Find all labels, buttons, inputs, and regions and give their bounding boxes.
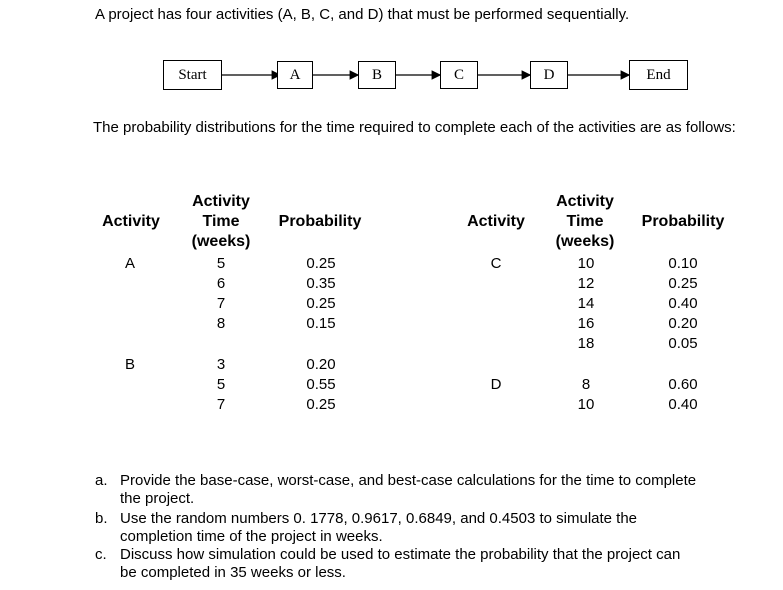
left-header-time-1: Activity — [192, 193, 250, 210]
left-activity-a: A — [124, 255, 135, 272]
table-cell: 0.25 — [306, 396, 336, 413]
right-header-probability: Probability — [641, 213, 725, 230]
distribution-paragraph: The probability distributions for the time required to complete each of the activities are as follows: — [93, 119, 736, 136]
table-cell: 10 — [577, 396, 595, 413]
table-cell: 8 — [216, 315, 226, 332]
table-cell: 0.10 — [668, 255, 698, 272]
question-label: b. — [95, 510, 108, 527]
right-activity-d: D — [490, 376, 502, 393]
table-cell: 10 — [577, 255, 595, 272]
table-cell: 5 — [216, 255, 226, 272]
table-cell: 16 — [577, 315, 595, 332]
table-cell: 0.20 — [306, 356, 336, 373]
table-cell: 7 — [216, 295, 226, 312]
left-header-activity: Activity — [102, 213, 160, 230]
table-cell: 7 — [216, 396, 226, 413]
node-start: Start — [163, 60, 222, 90]
table-cell: 0.60 — [668, 376, 698, 393]
table-cell: 0.40 — [668, 295, 698, 312]
table-cell: 6 — [216, 275, 226, 292]
question-b — [95, 510, 715, 548]
question-text: Discuss how simulation could be used to estimate the probability that the project can be completed in 35 weeks or less. — [120, 546, 681, 581]
table-cell: 0.20 — [668, 315, 698, 332]
left-activity-b: B — [124, 356, 135, 373]
right-activity-c: C — [490, 255, 502, 272]
table-cell: 0.25 — [668, 275, 698, 292]
table-cell: 0.25 — [306, 295, 336, 312]
node-end: End — [629, 60, 688, 90]
table-cell: 0.25 — [306, 255, 336, 272]
table-cell: 0.40 — [668, 396, 698, 413]
right-header-time-1: Activity — [556, 193, 614, 210]
right-header-time-3: (weeks) — [555, 233, 615, 250]
table-cell: 12 — [577, 275, 595, 292]
table-cell: 0.35 — [306, 275, 336, 292]
node-b: B — [358, 61, 396, 89]
intro-text: A project has four activities (A, B, C, and D) that must be performed sequentially. — [95, 6, 630, 23]
table-cell: 14 — [577, 295, 595, 312]
table-cell: 5 — [216, 376, 226, 393]
left-header-probability: Probability — [278, 213, 362, 230]
table-cell: 3 — [216, 356, 226, 373]
right-header-time-2: Time — [566, 213, 604, 230]
left-header-time-3: (weeks) — [191, 233, 251, 250]
question-a — [95, 472, 715, 510]
question-text: Use the random numbers 0. 1778, 0.9617, 0.6849, and 0.4503 to simulate the completion time of the project in weeks. — [120, 510, 638, 545]
table-cell: 0.15 — [306, 315, 336, 332]
network-arrows — [0, 0, 783, 110]
node-c: C — [440, 61, 478, 89]
left-header-time-2: Time — [202, 213, 240, 230]
question-label: c. — [95, 546, 107, 563]
node-d: D — [530, 61, 568, 89]
table-cell: 0.55 — [306, 376, 336, 393]
table-cell: 8 — [581, 376, 591, 393]
question-c — [95, 546, 715, 584]
table-cell: 0.05 — [668, 335, 698, 352]
question-text: Provide the base-case, worst-case, and best-case calculations for the time to complete the project. — [120, 472, 697, 507]
node-a: A — [277, 61, 313, 89]
table-cell: 18 — [577, 335, 595, 352]
right-header-activity: Activity — [467, 213, 525, 230]
question-label: a. — [95, 472, 108, 489]
